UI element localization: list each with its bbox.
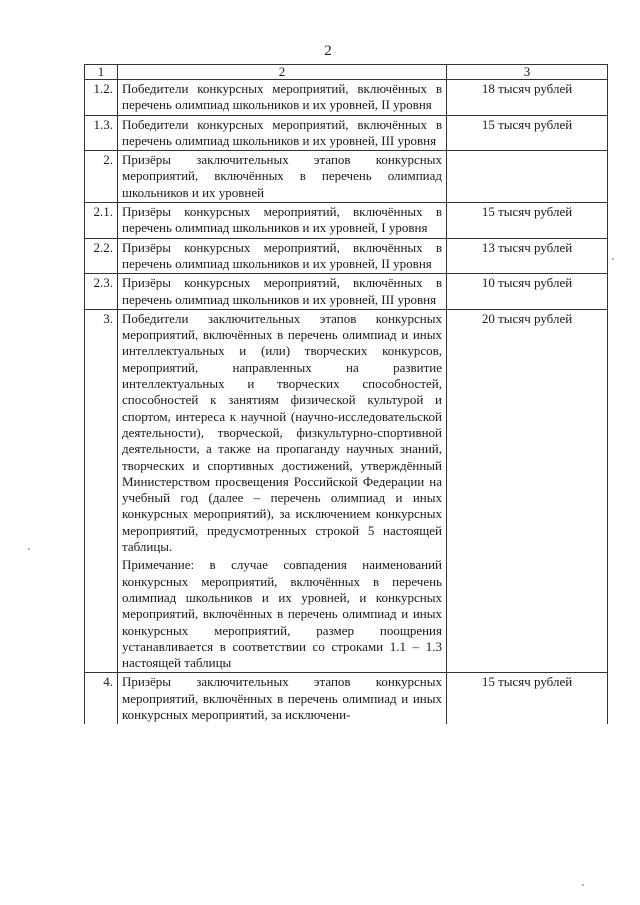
scan-speck <box>582 884 584 886</box>
page-number: 2 <box>324 43 332 59</box>
row-text: Призёры заключительных этапов конкурсных мероприятий, включённых в перечень олимпиад и иных конкурсных мероприятий, за исключени- <box>122 674 442 722</box>
row-number: 4. <box>85 673 118 724</box>
row-amount: 15 тысяч рублей <box>447 203 608 239</box>
row-number: 1.3. <box>85 115 118 151</box>
table-row <box>85 673 608 724</box>
row-number: 3. <box>85 309 118 673</box>
scan-speck <box>612 258 614 260</box>
row-number: 2. <box>85 151 118 203</box>
column-header-3: 3 <box>447 65 608 80</box>
row-amount: 18 тысяч рублей <box>447 80 608 116</box>
reward-table <box>84 64 608 724</box>
row-amount: 15 тысяч рублей <box>447 115 608 151</box>
scan-speck <box>28 548 30 550</box>
row-text: Победители заключительных этапов конкурсных мероприятий, включённых в перечень олимпиад и иных интеллектуальных и (или) творческих конкурсов, мероприятий, направленных на развитие интеллектуальных и творческих способностей, способностей к занятиям физической культурой и спортом, интереса к научной (научно-исследовательской деятельности), творческой, физкультурно-спортивной деятельности, а также на пропаганду научных знаний, творческих и спортивных достижений, утверждённый Министерством просвещения Российской Федерации на учебный год (далее – перечень олимпиад и иных конкурсных мероприятий), за исключением конкурсных мероприятий, предусмотренных строкой 5 настоящей таблицы. <box>122 310 442 555</box>
table-row <box>85 274 608 310</box>
row-description <box>118 274 447 310</box>
row-text: Победители конкурсных мероприятий, включённых в перечень олимпиад школьников и их уровней, II уровня <box>122 81 442 113</box>
row-description <box>118 151 447 203</box>
table-row <box>85 309 608 673</box>
table-row <box>85 238 608 274</box>
row-number: 1.2. <box>85 80 118 116</box>
row-amount: 13 тысяч рублей <box>447 238 608 274</box>
row-text: Победители конкурсных мероприятий, включённых в перечень олимпиад школьников и их уровней, III уровня <box>122 116 442 148</box>
row-number: 2.3. <box>85 274 118 310</box>
table-header-row <box>85 65 608 80</box>
row-description <box>118 309 447 673</box>
row-amount: 20 тысяч рублей <box>447 309 608 673</box>
row-description <box>118 203 447 239</box>
row-text: Призёры конкурсных мероприятий, включённых в перечень олимпиад школьников и их уровней, I уровня <box>122 204 442 236</box>
row-amount: 15 тысяч рублей <box>447 673 608 724</box>
row-description <box>118 238 447 274</box>
table-row <box>85 80 608 116</box>
table-row <box>85 151 608 203</box>
row-number: 2.1. <box>85 203 118 239</box>
table-row <box>85 115 608 151</box>
table-row <box>85 203 608 239</box>
row-note: Примечание: в случае совпадения наименований конкурсных мероприятий, включённых в перечень олимпиад школьников и их уровней, и конкурсных мероприятий, включённых в перечень олимпиад и иных конкурсных мероприятий, размер поощрения устанавливается в соответствии со строками 1.1 – 1.3 настоящей таблицы <box>122 557 442 671</box>
column-header-1: 1 <box>85 65 118 80</box>
row-description <box>118 80 447 116</box>
row-text: Призёры заключительных этапов конкурсных мероприятий, включённых в перечень олимпиад школьников и их уровней <box>122 152 442 200</box>
row-number: 2.2. <box>85 238 118 274</box>
row-amount <box>447 151 608 203</box>
column-header-2: 2 <box>118 65 447 80</box>
row-description <box>118 115 447 151</box>
row-description <box>118 673 447 724</box>
row-text: Призёры конкурсных мероприятий, включённых в перечень олимпиад школьников и их уровней, II уровня <box>122 239 442 271</box>
row-amount: 10 тысяч рублей <box>447 274 608 310</box>
row-text: Призёры конкурсных мероприятий, включённых в перечень олимпиад школьников и их уровней, III уровня <box>122 275 442 307</box>
